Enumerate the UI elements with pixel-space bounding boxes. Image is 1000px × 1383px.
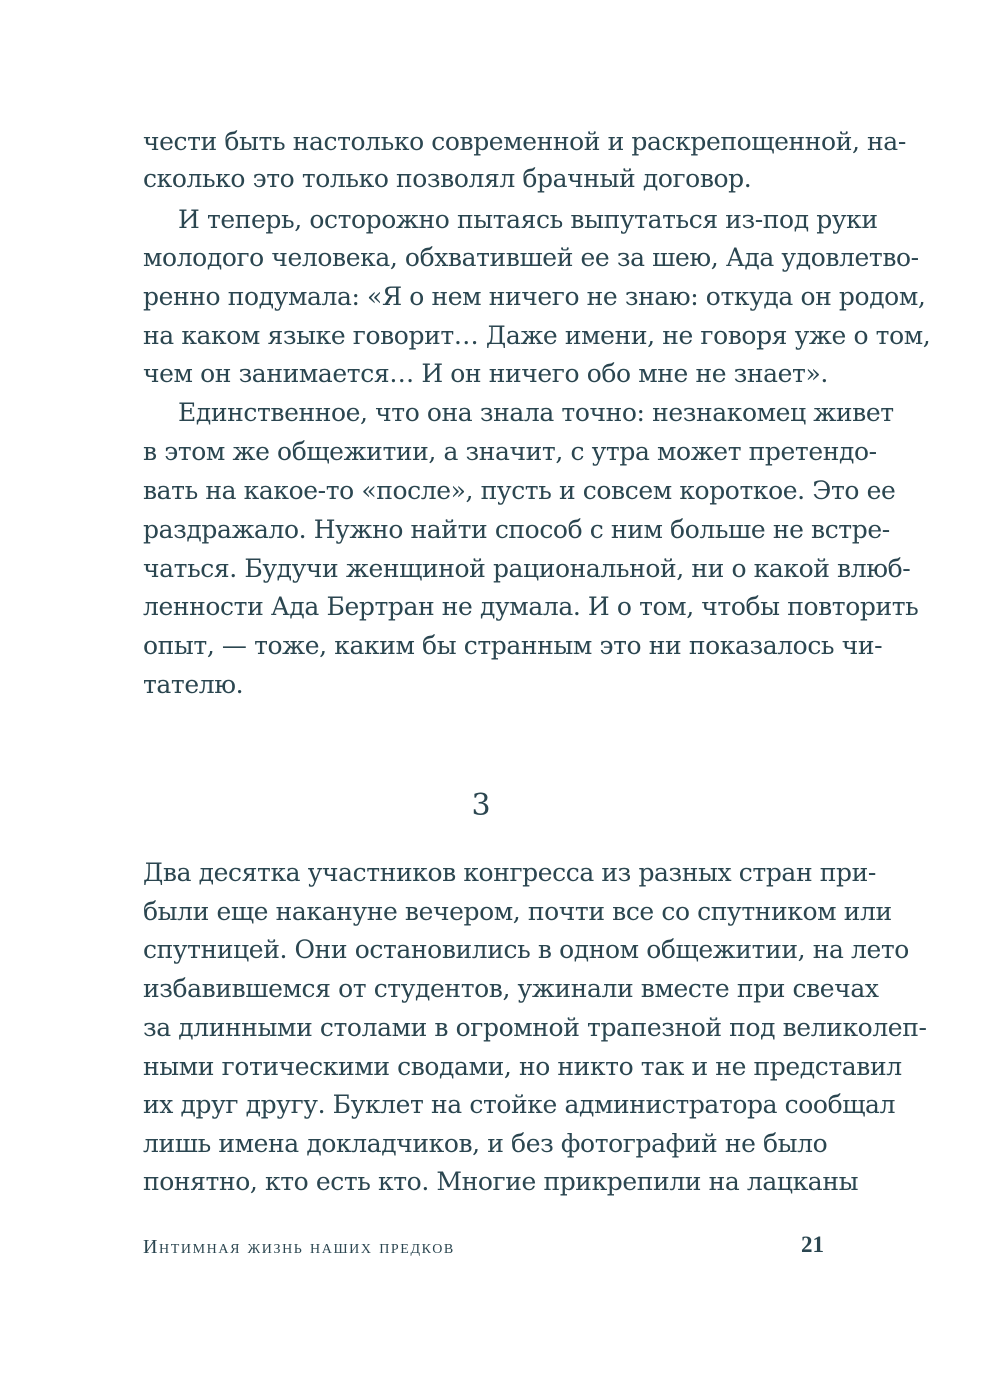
text-line: понятно, кто есть кто. Многие прикрепили на лацканы (143, 1167, 859, 1196)
text-line: были еще накануне вечером, почти все со спутником или (143, 897, 892, 926)
text-line: лишь имена докладчиков, и без фотографий не было (143, 1129, 828, 1158)
text-line: И теперь, осторожно пытаясь выпутаться из-под руки (178, 205, 878, 234)
text-line: тателю. (143, 670, 244, 699)
text-line: в этом же общежитии, а значит, с утра может претендо- (143, 437, 877, 466)
text-line: чаться. Будучи женщиной рациональной, ни о какой влюб- (143, 554, 911, 583)
text-line: ными готическими сводами, но никто так и не представил (143, 1052, 902, 1081)
text-line: вать на какое-то «после», пусть и совсем короткое. Это ее (143, 476, 896, 505)
text-line: молодого человека, обхватившей ее за шею, Ада удовлетво- (143, 243, 919, 272)
text-line: на каком языке говорит… Даже имени, не говоря уже о том, (143, 321, 931, 350)
text-line: ленности Ада Бертран не думала. И о том, чтобы повторить (143, 592, 919, 621)
text-line: опыт, — тоже, каким бы странным это ни показалось чи- (143, 631, 883, 660)
text-line: избавившемся от студентов, ужинали вместе при свечах (143, 974, 879, 1003)
running-title: Интимная жизнь наших предков (143, 1236, 455, 1258)
text-line: раздражало. Нужно найти способ с ним больше не встре- (143, 515, 890, 544)
text-line: чем он занимается… И он ничего обо мне не знает». (143, 359, 828, 388)
text-line: ренно подумала: «Я о нем ничего не знаю: откуда он родом, (143, 282, 926, 311)
text-line: спутницей. Они остановились в одном общежитии, на лето (143, 935, 909, 964)
text-line: за длинными столами в огромной трапезной под великолеп- (143, 1013, 927, 1042)
text-line: их друг другу. Буклет на стойке администратора сообщал (143, 1090, 896, 1119)
text-line: Единственное, что она знала точно: незнакомец живет (178, 398, 894, 427)
text-line: Два десятка участников конгресса из разных стран при- (143, 858, 876, 887)
page-number: 21 (801, 1232, 824, 1257)
chapter-number: 3 (471, 788, 491, 823)
text-line: сколько это только позволял брачный договор. (143, 164, 752, 193)
text-line: чести быть настолько современной и раскрепощенной, на- (143, 127, 906, 156)
